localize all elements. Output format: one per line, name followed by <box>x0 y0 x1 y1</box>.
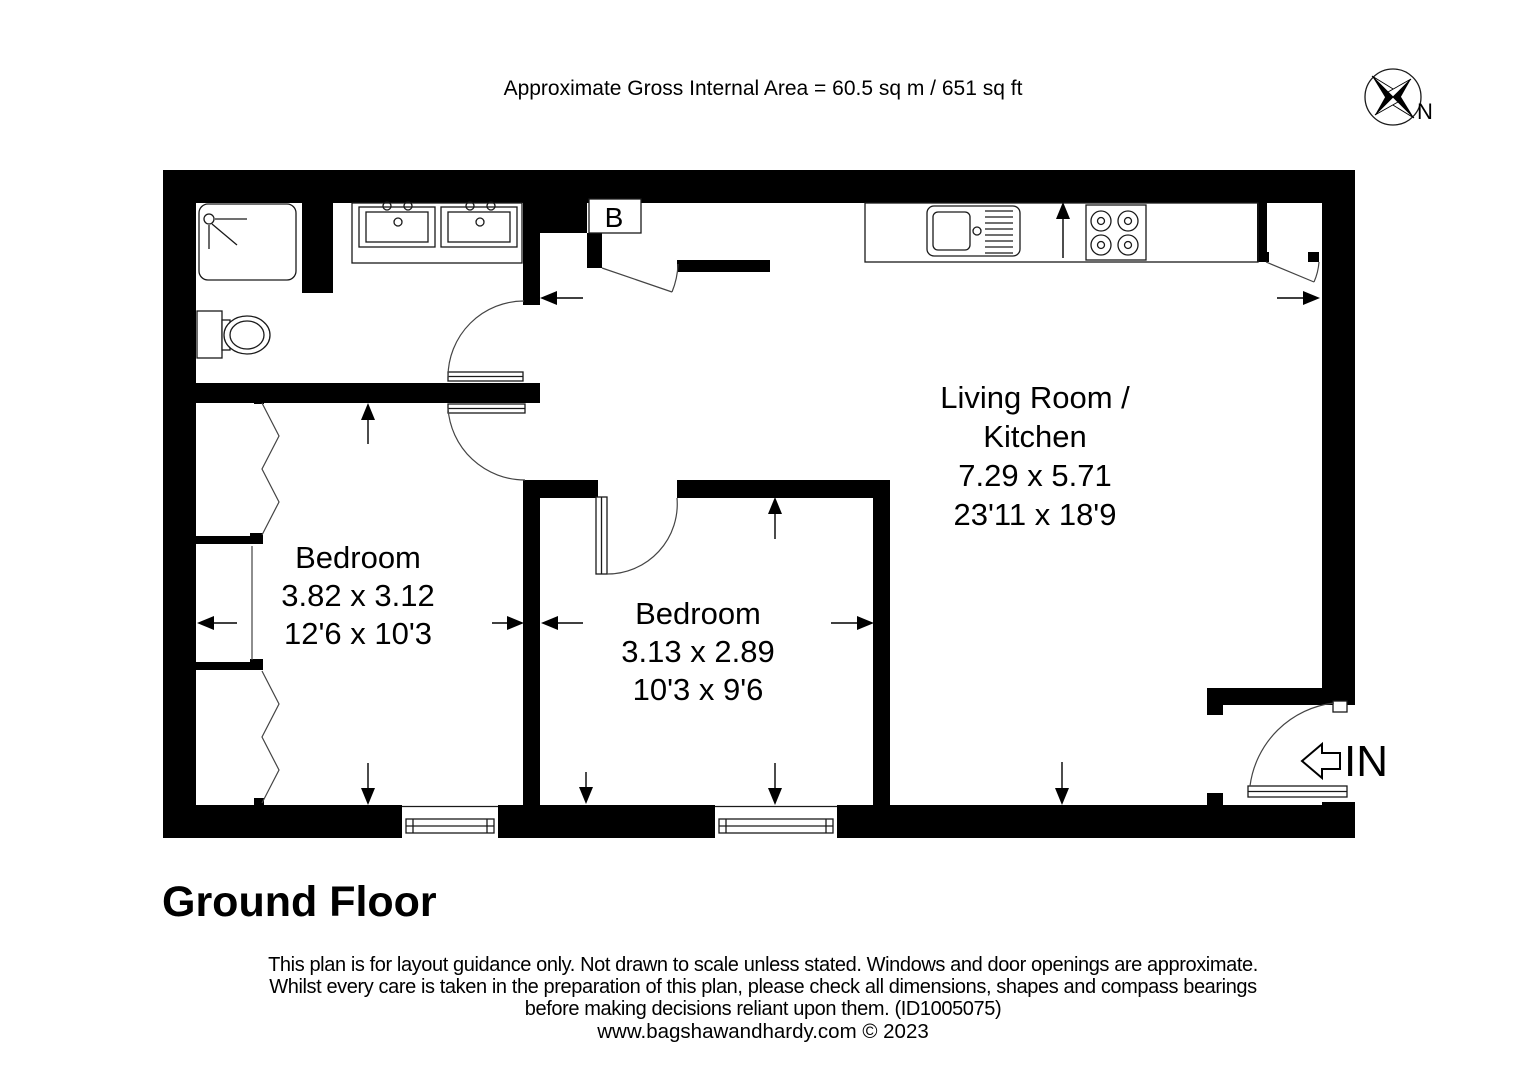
gross-internal-area-label: Approximate Gross Internal Area = 60.5 sq m / 651 sq ft <box>503 77 1023 100</box>
room-dims-metric: 7.29 x 5.71 <box>958 458 1112 493</box>
room-dims-imperial: 10'3 x 9'6 <box>632 672 764 707</box>
floor-title: Ground Floor <box>162 878 437 926</box>
cupboard-door-leaf <box>1266 262 1314 282</box>
top-right-cupboard <box>1266 262 1319 282</box>
drain <box>476 218 484 226</box>
wall-segment <box>1322 802 1355 838</box>
wall-segment <box>873 480 890 805</box>
wall-segment <box>163 383 540 403</box>
dimension-arrows <box>197 202 1320 805</box>
cupboard-door-leaf <box>602 268 672 292</box>
disclaimer-line: This plan is for layout guidance only. Not drawn to scale unless stated. Windows and door openings are approximate. <box>268 954 1258 976</box>
shower-tray <box>199 204 296 280</box>
sink-basin <box>441 207 517 247</box>
room-dims-imperial: 12'6 x 10'3 <box>283 616 433 651</box>
entry-door <box>1248 701 1388 797</box>
wall-segment <box>163 170 1355 203</box>
room-label-living-kitchen <box>940 380 1130 532</box>
bifold-door <box>262 671 279 803</box>
window <box>402 805 498 838</box>
sink-basin-inner <box>448 212 510 242</box>
wall-segment <box>523 480 598 498</box>
shower-icon <box>199 204 296 280</box>
room-name: Kitchen <box>983 419 1087 454</box>
bathroom-sinks-icon <box>352 202 522 263</box>
wall-segment <box>677 260 770 272</box>
entry-arrow-icon <box>1302 744 1340 778</box>
wall-segment <box>587 233 602 268</box>
room-name: Living Room / <box>940 380 1130 415</box>
wall-segment <box>677 480 873 498</box>
room-dims-imperial: 23'11 x 18'9 <box>953 497 1117 532</box>
wall-segment <box>1207 688 1223 715</box>
boiler-label: B <box>604 202 624 233</box>
compass-rose-icon <box>1365 69 1433 125</box>
wall-segment <box>163 170 196 838</box>
wall-segment <box>523 480 540 805</box>
wall-segment <box>250 659 263 670</box>
wall-segment <box>1207 793 1223 805</box>
room-label-bedroom-2 <box>621 596 774 707</box>
bifold-door <box>262 403 279 535</box>
drainer-lines <box>985 211 1013 253</box>
shower-head <box>204 214 214 224</box>
door-jamb <box>1333 701 1347 712</box>
wall-segment <box>250 533 263 544</box>
wall-segment <box>523 233 540 305</box>
toilet-cistern <box>197 311 222 358</box>
room-dims-metric: 3.82 x 3.12 <box>281 578 435 613</box>
door-jamb <box>1308 252 1319 262</box>
wall-segment <box>523 203 587 233</box>
room-name: Bedroom <box>635 596 761 631</box>
wall-segment <box>1322 170 1355 705</box>
sink-basin-inner <box>366 212 428 242</box>
room-name: Bedroom <box>295 540 421 575</box>
closet-bifold-doors <box>252 403 279 803</box>
disclaimer <box>268 954 1258 1020</box>
walls <box>163 170 1355 838</box>
cupboard-door-arc <box>1314 262 1319 282</box>
tap <box>973 227 981 235</box>
toilet-icon <box>197 311 270 358</box>
room-label-bedroom-1 <box>281 540 434 651</box>
disclaimer-line: before making decisions reliant upon them. (ID1005075) <box>524 998 1002 1020</box>
door-arc <box>448 408 525 480</box>
credit-line: www.bagshawandhardy.com © 2023 <box>597 1020 929 1043</box>
toilet-bowl <box>224 316 270 354</box>
compass-north-label: N <box>1417 99 1433 124</box>
bathroom-door <box>448 301 524 381</box>
door-arc <box>607 498 677 574</box>
wall-segment <box>302 203 333 293</box>
boiler-cupboard <box>589 199 678 292</box>
disclaimer-line: Whilst every care is taken in the preparation of this plan, please check all dimensions, shapes and compass bearings <box>269 976 1257 998</box>
kitchen-sink-basin <box>933 212 970 250</box>
drain <box>394 218 402 226</box>
door-arc <box>448 301 524 377</box>
hob-icon <box>1086 205 1146 260</box>
door-jamb <box>1257 252 1269 262</box>
bedroom1-door <box>448 404 525 480</box>
shower-arm <box>212 224 237 245</box>
room-dims-metric: 3.13 x 2.89 <box>621 634 775 669</box>
entry-label: IN <box>1344 737 1388 786</box>
sink-basin <box>359 207 435 247</box>
window <box>715 805 837 838</box>
bedroom2-door <box>596 497 677 574</box>
